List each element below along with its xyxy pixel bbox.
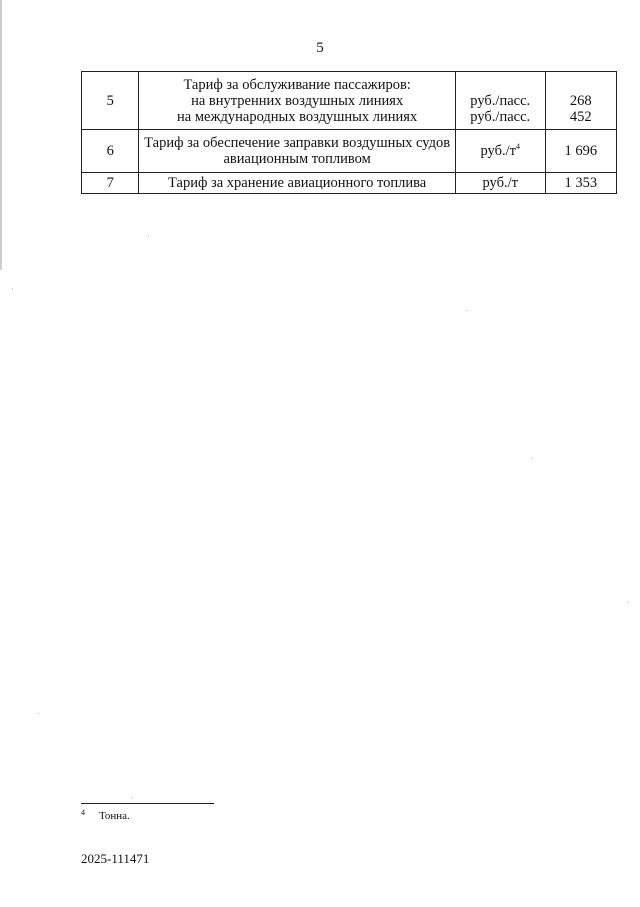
tariff-table <box>81 71 617 194</box>
unit-line: руб./пасс. <box>470 93 531 109</box>
unit-line: руб./пасс. <box>470 109 531 125</box>
value-stack <box>549 76 613 125</box>
scan-speck <box>38 713 39 714</box>
scan-speck <box>531 458 532 459</box>
footnote-reference: 4 <box>515 142 520 151</box>
tariff-name-line: на внутренних воздушных линиях <box>191 92 404 109</box>
unit-cell <box>455 72 545 130</box>
value-line: 452 <box>569 109 592 125</box>
scan-speck <box>148 236 149 237</box>
value-cell: 1 353 <box>545 173 616 194</box>
value-cell <box>545 72 616 130</box>
table-row <box>82 173 617 194</box>
value-line: 268 <box>569 93 592 109</box>
table-row <box>82 130 617 173</box>
tariff-name-line: Тариф за обслуживание пассажиров: <box>183 76 411 93</box>
tariff-name-cell: Тариф за хранение авиационного топлива <box>139 173 456 194</box>
value-cell: 1 696 <box>545 130 616 173</box>
row-number-cell: 7 <box>82 173 139 194</box>
footnote-mark: 4 <box>81 808 85 817</box>
scan-speck <box>12 288 13 289</box>
tariff-name-line: авиационным топливом <box>223 151 371 167</box>
scan-speck <box>628 602 629 603</box>
footnote-text: Тонна. <box>99 810 130 822</box>
footnote-divider <box>81 803 214 804</box>
unit-cell: руб./т <box>455 173 545 194</box>
page-number: 5 <box>316 40 324 56</box>
row-number-cell: 5 <box>82 72 139 130</box>
tariff-name-line: на международных воздушных линиях <box>177 108 418 125</box>
tariff-name-cell <box>139 72 456 130</box>
footnote <box>81 810 130 822</box>
document-id: 2025-111471 <box>81 851 150 866</box>
unit-cell <box>455 130 545 173</box>
scan-speck <box>466 310 467 311</box>
scan-speck <box>132 797 133 798</box>
tariff-name-line: Тариф за обеспечение заправки воздушных судов <box>144 135 451 151</box>
unit-text: руб./т <box>480 143 516 159</box>
table-row <box>82 72 617 130</box>
row-number-cell: 6 <box>82 130 139 173</box>
unit-stack <box>459 76 542 125</box>
tariff-name-cell <box>139 130 456 173</box>
